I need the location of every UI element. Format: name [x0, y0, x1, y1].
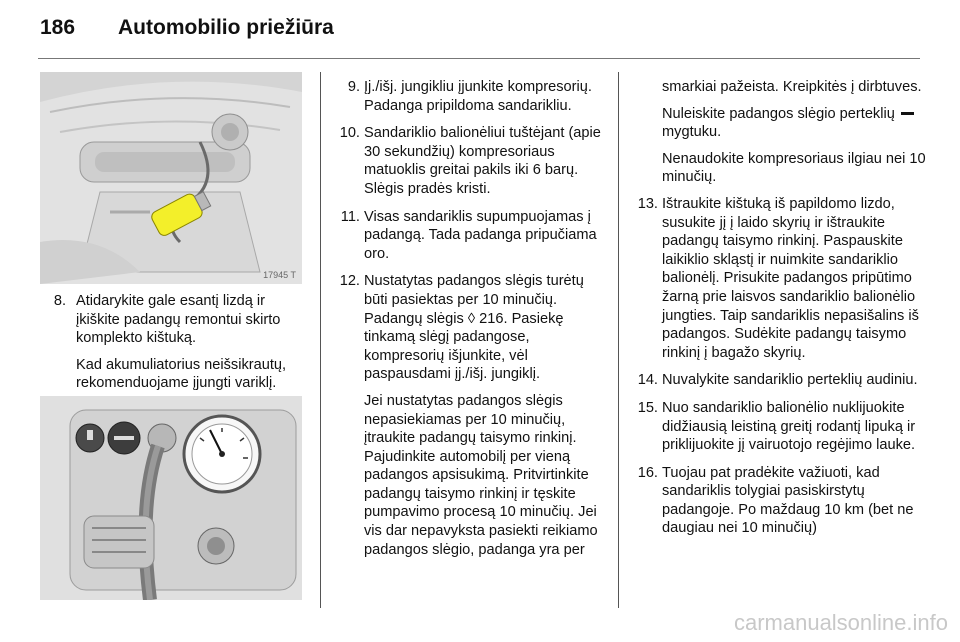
step-number: 12. — [339, 273, 360, 290]
step-number: 16. — [637, 464, 658, 481]
step-text: Jei nustatytas padangos slėgis nepasiekiamas per 10 minučių, įtraukite padangų taisymo rinkinį. Pajudinkite automobilį per vieną padangos apsisukimą. Pritvirtinkite padangų taisymo rinkinį ir tęskite pumpavimo procesą 10 minučių. Jei vis dar nepavyksta pasiekti reikiamo padangos slėgio, padanga yra per — [364, 392, 598, 558]
step-11 — [328, 208, 604, 264]
step-12 — [328, 272, 604, 559]
header-rule — [38, 58, 920, 59]
figure-code: 17945 T — [263, 270, 296, 280]
column-2 — [328, 78, 604, 568]
column-3 — [626, 78, 926, 547]
step-text: Nustatytas padangos slėgis turėtų būti pasiektas per 10 minučių. Padangų slėgis ◊ 216. Pasiekę tinkamą slėgį padangose, kompresorių išjunkite, vėl paspausdami įj./išj. jungiklį. — [364, 273, 584, 383]
step-text: Ištraukite kištuką iš papildomo lizdo, susukite jį į laido skyrių ir ištraukite padangų taisymo rinkinį. Paspauskite laikiklio skląstį ir nuimkite sandariklio balionėlį. Prisukite padangos pripūtimo žarną prie laisvos sandariklio balionėlio jungties. Taip sandariklis nepasišalins iš padangos. Sudėkite padangų taisymo rinkinį į bagažo skyrių. — [662, 195, 919, 361]
step-text-part: mygtuku. — [662, 124, 722, 141]
step-text: Atidarykite gale esantį lizdą ir įkiškite padangų remontui skirto komplekto kištuką. — [76, 293, 281, 347]
column-divider-1 — [320, 72, 321, 608]
step-text: Visas sandariklis supumpuojamas į padangą. Tada padanga pripučiama oro. — [364, 208, 597, 262]
column-divider-2 — [618, 72, 619, 608]
socket-plug-illustration — [40, 72, 302, 284]
step-15 — [626, 399, 926, 455]
step-12-continued — [626, 78, 926, 187]
step-text: Nenaudokite kompresoriaus ilgiau nei 10 minučių. — [662, 150, 926, 186]
step-text: Nuvalykite sandariklio perteklių audiniu. — [662, 372, 918, 389]
column-1 — [40, 292, 302, 402]
watermark: carmanualsonline.info — [733, 610, 948, 635]
step-9 — [328, 78, 604, 115]
step-text: Sandariklio balionėliui tuštėjant (apie 30 sekundžių) kompresoriaus matuoklis greitai pakils iki 6 barų. Slėgis pradės kristi. — [364, 125, 601, 197]
step-number: 8. — [53, 293, 66, 309]
step-text: Tuojau pat pradėkite važiuoti, kad sandariklis tolygiai pasiskirstytų padangoje. Po maždaug 10 km (bet ne daugiau nei 10 minučių) — [662, 464, 914, 537]
step-number: 14. — [637, 372, 658, 389]
step-16 — [626, 464, 926, 538]
step-text-part: Nuleiskite padangos slėgio perteklių — [662, 105, 895, 122]
page-title: Automobilio priežiūra — [118, 16, 334, 39]
step-14 — [626, 371, 926, 390]
step-13 — [626, 195, 926, 362]
step-number: 11. — [340, 208, 360, 225]
step-8 — [40, 292, 302, 393]
step-number: 13. — [637, 195, 658, 212]
figure-socket-plug — [40, 72, 302, 284]
step-text: Įj./išj. jungikliu įjunkite kompresorių. Padanga pripildoma sandarikliu. — [364, 79, 592, 114]
step-number: 10. — [339, 125, 360, 142]
step-number: 9. — [347, 79, 360, 95]
figure-compressor — [40, 396, 302, 600]
step-text: smarkiai pažeista. Kreipkitės į dirbtuves. — [662, 79, 922, 95]
page-header — [40, 16, 920, 46]
step-text — [662, 105, 926, 142]
step-text: Nuo sandariklio balionėlio nuklijuokite didžiausią leistiną greitį rodantį lipuką ir priklijuokite jį vairuotojo regėjimo lauke. — [662, 399, 916, 454]
step-number: 15. — [637, 399, 658, 416]
minus-button-icon — [901, 112, 914, 115]
compressor-illustration — [40, 396, 302, 600]
page-number: 186 — [40, 16, 76, 39]
step-10 — [328, 124, 604, 198]
step-text: Kad akumuliatorius neišsikrautų, rekomenduojame įjungti variklį. — [76, 356, 287, 392]
